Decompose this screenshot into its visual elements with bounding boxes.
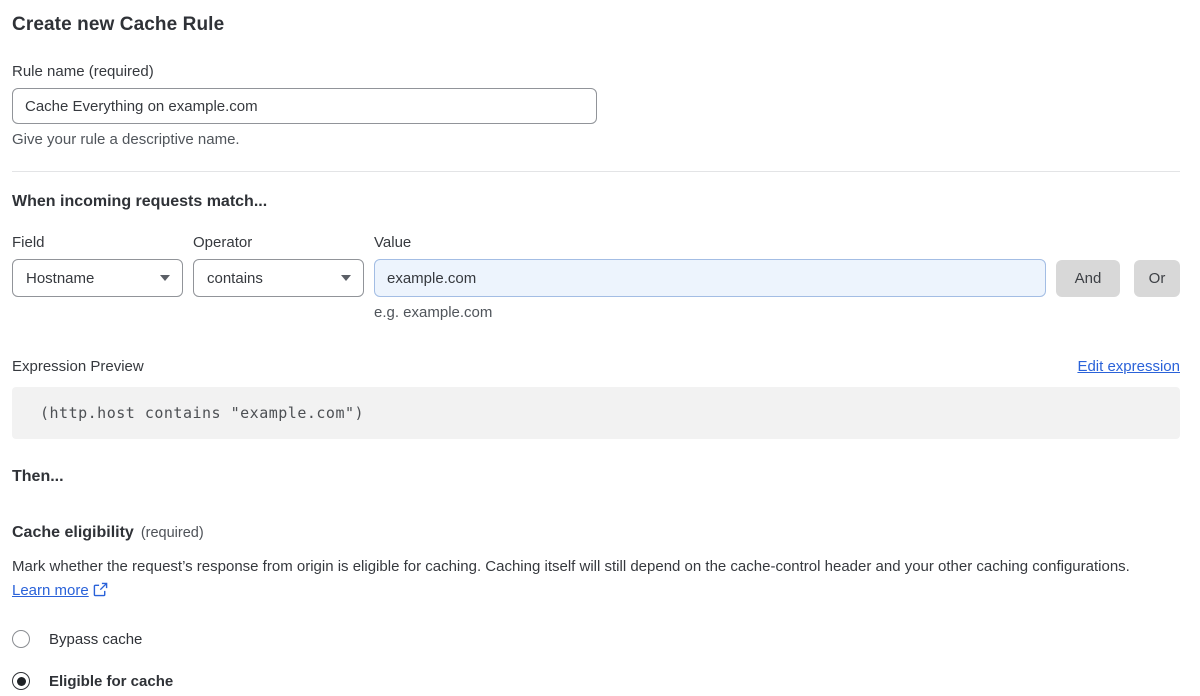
field-label: Field — [12, 234, 45, 251]
match-heading: When incoming requests match... — [12, 193, 268, 210]
radio-option-eligible-for-cache[interactable] — [12, 672, 1180, 690]
radio-label: Bypass cache — [49, 630, 143, 648]
page-title: Create new Cache Rule — [12, 14, 225, 35]
rule-name-helper: Give your rule a descriptive name. — [12, 131, 240, 148]
value-helper: e.g. example.com — [374, 304, 493, 321]
description-text: Mark whether the request’s response from origin is eligible for caching. Caching itself will still depend on the cache-control header and your other caching configurations. — [12, 558, 1130, 575]
cache-eligibility-title-row — [12, 524, 1180, 542]
operator-select-value: contains — [207, 269, 263, 287]
field-select-value: Hostname — [26, 269, 95, 287]
chevron-down-icon — [160, 275, 170, 281]
cache-eligibility-required: (required) — [140, 525, 204, 541]
expression-preview-row — [12, 358, 1180, 375]
chevron-down-icon — [341, 275, 351, 281]
match-condition-row — [12, 259, 1180, 297]
operator-select[interactable] — [193, 259, 364, 297]
edit-expression-link[interactable]: Edit expression — [1077, 358, 1180, 375]
radio-selected-icon[interactable] — [12, 672, 30, 690]
radio-unselected-icon[interactable] — [12, 630, 30, 648]
section-divider — [12, 171, 1180, 172]
value-input[interactable] — [374, 259, 1046, 297]
rule-name-label: Rule name (required) — [12, 63, 154, 80]
expression-preview-label: Expression Preview — [12, 358, 144, 375]
expression-code-block: (http.host contains "example.com") — [12, 387, 1180, 439]
then-heading: Then... — [12, 468, 64, 485]
cache-eligibility-description — [12, 555, 1162, 603]
value-label: Value — [374, 234, 412, 251]
learn-more-link[interactable]: Learn more — [12, 582, 89, 599]
radio-option-bypass-cache[interactable] — [12, 630, 1180, 648]
operator-label: Operator — [193, 234, 253, 251]
cache-eligibility-title: Cache eligibility — [12, 524, 134, 541]
or-button[interactable]: Or — [1134, 260, 1180, 297]
field-select[interactable] — [12, 259, 183, 297]
radio-label: Eligible for cache — [49, 672, 174, 690]
and-button[interactable]: And — [1056, 260, 1120, 297]
external-link-icon — [93, 582, 108, 597]
match-column-labels — [12, 234, 1180, 251]
rule-name-input[interactable] — [12, 88, 597, 124]
